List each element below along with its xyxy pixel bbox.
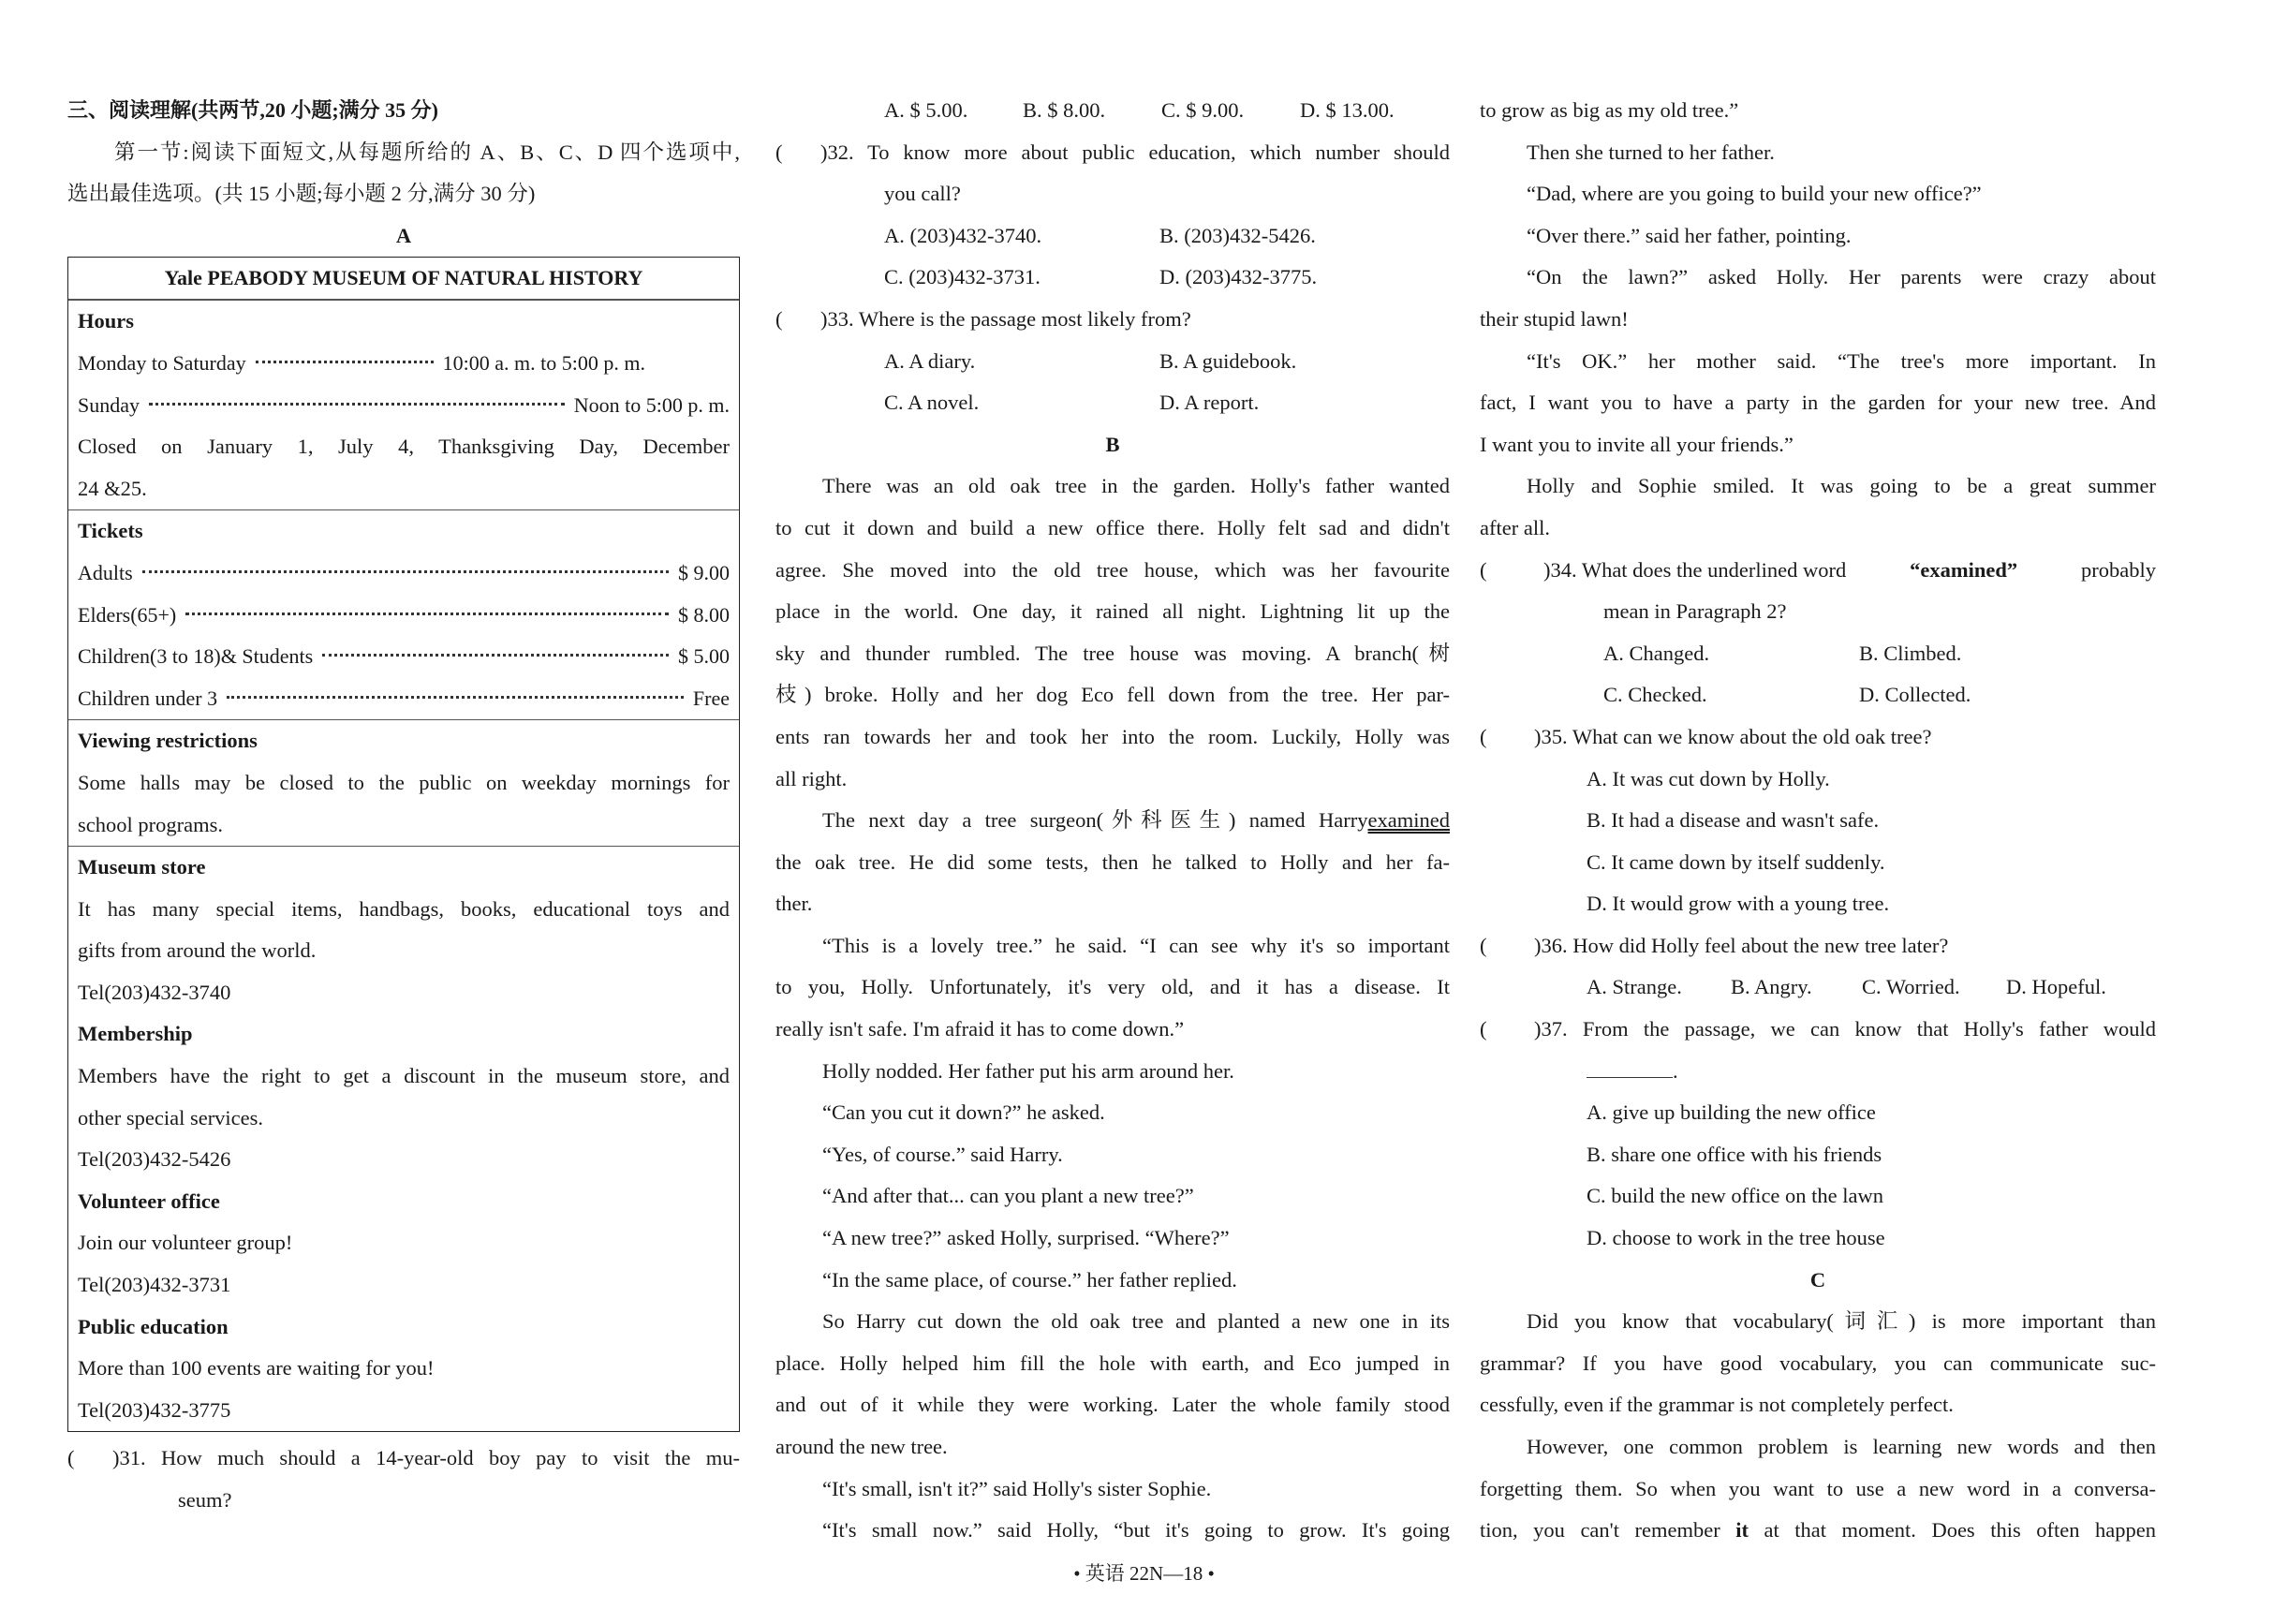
passage-b-line: Holly nodded. Her father put his arm around her. xyxy=(822,1058,1234,1083)
passage-c-line: Did you know that vocabulary(词汇) is more important than xyxy=(1527,1309,2156,1334)
question-35-stem: )35. What can we know about the old oak tree? xyxy=(1534,724,1932,748)
question-31-options xyxy=(775,90,1450,132)
tickets-section xyxy=(68,509,739,719)
hours-heading: Hours xyxy=(78,309,135,333)
passage-b-line: ther. xyxy=(775,892,813,916)
column-middle xyxy=(775,90,1450,1552)
viewing-heading: Viewing restrictions xyxy=(78,729,258,753)
question-33-options xyxy=(775,382,1450,424)
option-a[interactable]: A. (203)432-3740. xyxy=(884,223,1042,247)
passage-b-line: and out of it while they were working. Later the whole family stood xyxy=(775,1393,1450,1417)
passage-b-line: “It's OK.” her mother said. “The tree's more important. In xyxy=(1527,348,2156,373)
passage-c-line: grammar? If you have good vocabulary, you can communicate suc- xyxy=(1480,1351,2156,1375)
volunteer-phone: Tel(203)432-3731 xyxy=(78,1273,231,1297)
option-c[interactable]: C. build the new office on the lawn xyxy=(1587,1184,1884,1208)
bold-word: it xyxy=(1735,1518,1749,1543)
option-a[interactable]: A. A diary. xyxy=(884,348,976,373)
question-34-stem xyxy=(1543,550,2156,592)
volunteer-line-1: Join our volunteer group! xyxy=(78,1231,293,1255)
education-heading: Public education xyxy=(78,1314,229,1338)
option-d[interactable]: D. $ 13.00. xyxy=(1300,98,1395,122)
question-34-stem-part: probably xyxy=(2081,557,2156,582)
option-b[interactable]: B. share one office with his friends xyxy=(1587,1142,1882,1166)
leader-dots xyxy=(256,361,434,363)
passage-b-line: to grow as big as my old tree.” xyxy=(1480,98,1739,122)
option-b[interactable]: B. It had a disease and wasn't safe. xyxy=(1587,808,1880,833)
store-line-1: It has many special items, handbags, books, educational toys and xyxy=(78,896,730,921)
answer-blank[interactable]: ( xyxy=(1480,1017,1487,1041)
passage-b-line: after all. xyxy=(1480,515,1550,539)
volunteer-heading: Volunteer office xyxy=(78,1188,220,1213)
question-32-options xyxy=(775,215,1450,258)
passage-b-line: “Dad, where are you going to build your new office?” xyxy=(1527,182,1982,206)
option-d[interactable]: D. Collected. xyxy=(1859,683,1971,707)
answer-blank[interactable]: ( xyxy=(1480,724,1487,748)
passage-b-line: “A new tree?” asked Holly, surprised. “Where?” xyxy=(822,1226,1230,1250)
option-b[interactable]: B. Climbed. xyxy=(1859,641,1962,665)
ticket-price: $ 9.00 xyxy=(678,560,730,584)
question-33-stem: )33. Where is the passage most likely from? xyxy=(820,306,1191,331)
passage-b-text: The next day a tree surgeon(外科医生) named Harry xyxy=(822,808,1368,833)
museum-title: Yale PEABODY MUSEUM OF NATURAL HISTORY xyxy=(68,258,739,300)
option-c[interactable]: C. Checked. xyxy=(1603,683,1707,707)
question-36-options xyxy=(1480,967,2156,1009)
passage-b-line: fact, I want you to have a party in the garden for your new tree. And xyxy=(1480,391,2156,415)
viewing-line-1: Some halls may be closed to the public on weekday mornings for xyxy=(78,770,730,794)
option-c[interactable]: C. $ 9.00. xyxy=(1161,98,1245,122)
question-31-stem: )31. How much should a 14-year-old boy pay to visit the mu- xyxy=(112,1446,740,1470)
passage-c-line: cessfully, even if the grammar is not completely perfect. xyxy=(1480,1393,1954,1417)
answer-blank[interactable]: ( xyxy=(775,140,783,164)
ticket-price: $ 8.00 xyxy=(678,602,730,627)
passage-b-ending xyxy=(1480,90,2156,550)
passage-b-line: “This is a lovely tree.” he said. “I can see why it's so important xyxy=(822,933,1450,957)
passage-b-line: I want you to invite all your friends.” xyxy=(1480,432,1793,456)
viewing-section xyxy=(68,719,739,846)
ticket-label: Children under 3 xyxy=(78,686,218,710)
passage-b-line: “In the same place, of course.” her father replied. xyxy=(822,1267,1237,1292)
museum-info-box xyxy=(67,257,740,1432)
option-d[interactable]: D. A report. xyxy=(1159,391,1260,415)
question-37-blank: . xyxy=(1480,1051,2156,1093)
question-36 xyxy=(1480,925,2156,967)
passage-c-line: forgetting them. So when you want to use a new word in a conversa- xyxy=(1480,1476,2156,1500)
closed-days-line-2: 24 &25. xyxy=(78,476,147,500)
passage-b-line: really isn't safe. I'm afraid it has to come down.” xyxy=(775,1017,1185,1041)
ticket-row xyxy=(78,678,730,720)
answer-blank[interactable]: ( xyxy=(775,306,783,331)
education-phone: Tel(203)432-3775 xyxy=(78,1397,231,1422)
hours-row xyxy=(78,343,730,385)
hours-section xyxy=(68,300,739,509)
tickets-heading: Tickets xyxy=(78,519,143,543)
question-34-options xyxy=(1480,633,2156,675)
ticket-label: Children(3 to 18)& Students xyxy=(78,644,314,669)
instructions-line-2: 选出最佳选项。(共 15 小题;每小题 2 分,满分 30 分) xyxy=(67,182,536,206)
option-a[interactable]: A. $ 5.00. xyxy=(884,98,968,122)
passage-b-line: So Harry cut down the old oak tree and planted a new one in its xyxy=(822,1309,1450,1334)
option-d[interactable]: D. Hopeful. xyxy=(2006,975,2106,999)
passage-a-letter: A xyxy=(395,223,412,247)
leader-dots xyxy=(142,570,669,573)
question-34-options xyxy=(1480,674,2156,716)
store-heading: Museum store xyxy=(78,855,206,879)
page-footer: • 英语 22N—18 • xyxy=(1073,1562,1215,1585)
leader-dots xyxy=(322,654,669,657)
passage-b-line: “And after that... can you plant a new tree?” xyxy=(822,1184,1194,1208)
passage-b-line: 枝) broke. Holly and her dog Eco fell down from the tree. Her par- xyxy=(775,683,1450,707)
question-31-stem-cont: seum? xyxy=(178,1488,232,1512)
underlined-word: examined xyxy=(1367,808,1450,833)
passage-b-line: agree. She moved into the old tree house, which was her favourite xyxy=(775,557,1450,582)
passage-b-paragraph-1 xyxy=(775,465,1450,800)
membership-phone: Tel(203)432-5426 xyxy=(78,1147,231,1172)
question-34-stem-cont: mean in Paragraph 2? xyxy=(1603,599,1787,624)
option-a[interactable]: A. Changed. xyxy=(1603,641,1710,665)
services-section xyxy=(68,846,739,1431)
option-c[interactable]: C. It came down by itself suddenly. xyxy=(1587,849,1885,874)
viewing-line-2: school programs. xyxy=(78,812,223,836)
closed-days-line-1: Closed on January 1, July 4, Thanksgiving Day, December xyxy=(78,435,730,459)
hours-value: 10:00 a. m. to 5:00 p. m. xyxy=(442,350,645,375)
answer-blank[interactable]: ( xyxy=(67,1446,75,1470)
option-c[interactable]: C. (203)432-3731. xyxy=(884,265,1041,289)
option-c[interactable]: C. Worried. xyxy=(1862,975,1960,999)
ticket-row xyxy=(78,595,730,637)
passage-b-line: around the new tree. xyxy=(775,1435,948,1458)
hours-row xyxy=(78,385,730,427)
option-d[interactable]: D. (203)432-3775. xyxy=(1159,265,1318,289)
ticket-label: Adults xyxy=(78,560,133,584)
instructions-line-1: 第一节:阅读下面短文,从每题所给的 A、B、C、D 四个选项中, xyxy=(114,140,740,164)
answer-blank[interactable]: ( xyxy=(1480,557,1487,582)
question-35 xyxy=(1480,716,2156,759)
hours-value: Noon to 5:00 p. m. xyxy=(573,392,730,417)
fill-in-blank xyxy=(1587,1058,1673,1078)
passage-b-line: Then she turned to her father. xyxy=(1527,140,1775,164)
hours-label: Monday to Saturday xyxy=(78,350,246,375)
passage-c-letter: C xyxy=(1809,1267,1826,1292)
passage-b-line: “On the lawn?” asked Holly. Her parents were crazy about xyxy=(1527,265,2156,289)
ticket-price: $ 5.00 xyxy=(678,644,730,669)
question-34-keyword: “examined” xyxy=(1910,557,2018,582)
membership-heading: Membership xyxy=(78,1022,193,1046)
question-37-stem: )37. From the passage, we can know that Holly's father would xyxy=(1534,1017,2156,1041)
passage-c-line xyxy=(1480,1510,2156,1552)
question-32-options xyxy=(775,257,1450,299)
leader-dots xyxy=(227,696,684,699)
option-c[interactable]: C. A novel. xyxy=(884,391,980,415)
membership-line-1: Members have the right to get a discount in the museum store, and xyxy=(78,1064,730,1088)
passage-b-line: the oak tree. He did some tests, then he talked to Holly and her fa- xyxy=(775,849,1450,874)
passage-c-text: tion, you can't remember xyxy=(1480,1518,1720,1543)
passage-b-line: sky and thunder rumbled. The tree house was moving. A branch(树 xyxy=(775,641,1450,665)
membership-line-2: other special services. xyxy=(78,1105,264,1129)
answer-blank[interactable]: ( xyxy=(1480,933,1487,957)
passage-b-line: place. Holly helped him fill the hole with earth, and Eco jumped in xyxy=(775,1351,1450,1375)
question-31 xyxy=(67,1438,740,1480)
ticket-price: Free xyxy=(692,686,730,710)
option-d[interactable]: D. It would grow with a young tree. xyxy=(1587,892,1890,916)
passage-b-line: place in the world. One day, it rained all night. Lightning lit up the xyxy=(775,599,1450,624)
passage-b-line: “Over there.” said her father, pointing. xyxy=(1527,223,1852,247)
section-title: 三、阅读理解(共两节,20 小题;满分 35 分) xyxy=(67,98,438,122)
question-34 xyxy=(1480,550,2156,592)
hours-label: Sunday xyxy=(78,392,140,417)
store-phone: Tel(203)432-3740 xyxy=(78,980,231,1004)
option-a[interactable]: A. give up building the new office xyxy=(1587,1100,1876,1125)
ticket-label: Elders(65+) xyxy=(78,602,177,627)
passage-b-line: There was an old oak tree in the garden. Holly's father wanted xyxy=(822,474,1450,498)
education-line-1: More than 100 events are waiting for you! xyxy=(78,1356,435,1380)
option-b[interactable]: B. (203)432-5426. xyxy=(1159,223,1316,247)
leader-dots xyxy=(149,403,565,406)
passage-c-line: However, one common problem is learning new words and then xyxy=(1527,1435,2156,1458)
option-b[interactable]: B. A guidebook. xyxy=(1159,348,1297,373)
passage-b-line: “Can you cut it down?” he asked. xyxy=(822,1100,1105,1125)
option-d[interactable]: D. choose to work in the tree house xyxy=(1587,1226,1885,1250)
passage-b-line: to you, Holly. Unfortunately, it's very old, and it has a disease. It xyxy=(775,975,1450,999)
option-a[interactable]: A. It was cut down by Holly. xyxy=(1587,766,1830,790)
question-32 xyxy=(775,132,1450,174)
passage-c-text: at that moment. Does this often happen xyxy=(1764,1518,2156,1543)
passage-b-line: “Yes, of course.” said Harry. xyxy=(822,1142,1063,1166)
passage-b-line: “It's small now.” said Holly, “but it's going to grow. It's going xyxy=(822,1518,1450,1543)
passage-b-line: their stupid lawn! xyxy=(1480,306,1629,331)
option-b[interactable]: B. Angry. xyxy=(1731,975,1812,999)
passage-c-body xyxy=(1480,1301,2156,1510)
passage-b-line: “It's small, isn't it?” said Holly's sister Sophie. xyxy=(822,1476,1212,1500)
question-33 xyxy=(775,299,1450,341)
ticket-row xyxy=(78,636,730,678)
passage-b-line: all right. xyxy=(775,766,848,790)
passage-b-line: Holly and Sophie smiled. It was going to be a great summer xyxy=(1527,474,2156,498)
question-34-stem-part: )34. What does the underlined word xyxy=(1543,557,1847,582)
passage-b-letter: B xyxy=(1105,432,1120,456)
store-line-2: gifts from around the world. xyxy=(78,938,317,963)
question-32-stem-cont: you call? xyxy=(884,182,961,206)
column-right xyxy=(1480,90,2156,1552)
option-b[interactable]: B. $ 8.00. xyxy=(1023,98,1106,122)
passage-b-line: ents ran towards her and took her into the room. Luckily, Holly was xyxy=(775,724,1450,748)
ticket-row xyxy=(78,553,730,595)
passage-b-line xyxy=(775,800,1450,842)
question-32-stem: )32. To know more about public education, which number should xyxy=(820,140,1450,164)
column-left xyxy=(67,90,740,1522)
passage-b-line: to cut it down and build a new office there. Holly felt sad and didn't xyxy=(775,515,1450,539)
question-37 xyxy=(1480,1009,2156,1051)
option-a[interactable]: A. Strange. xyxy=(1587,975,1682,999)
question-36-stem: )36. How did Holly feel about the new tree later? xyxy=(1534,933,1949,957)
leader-dots xyxy=(185,613,669,615)
question-33-options xyxy=(775,341,1450,383)
passage-b-paragraph-rest xyxy=(775,842,1450,1552)
